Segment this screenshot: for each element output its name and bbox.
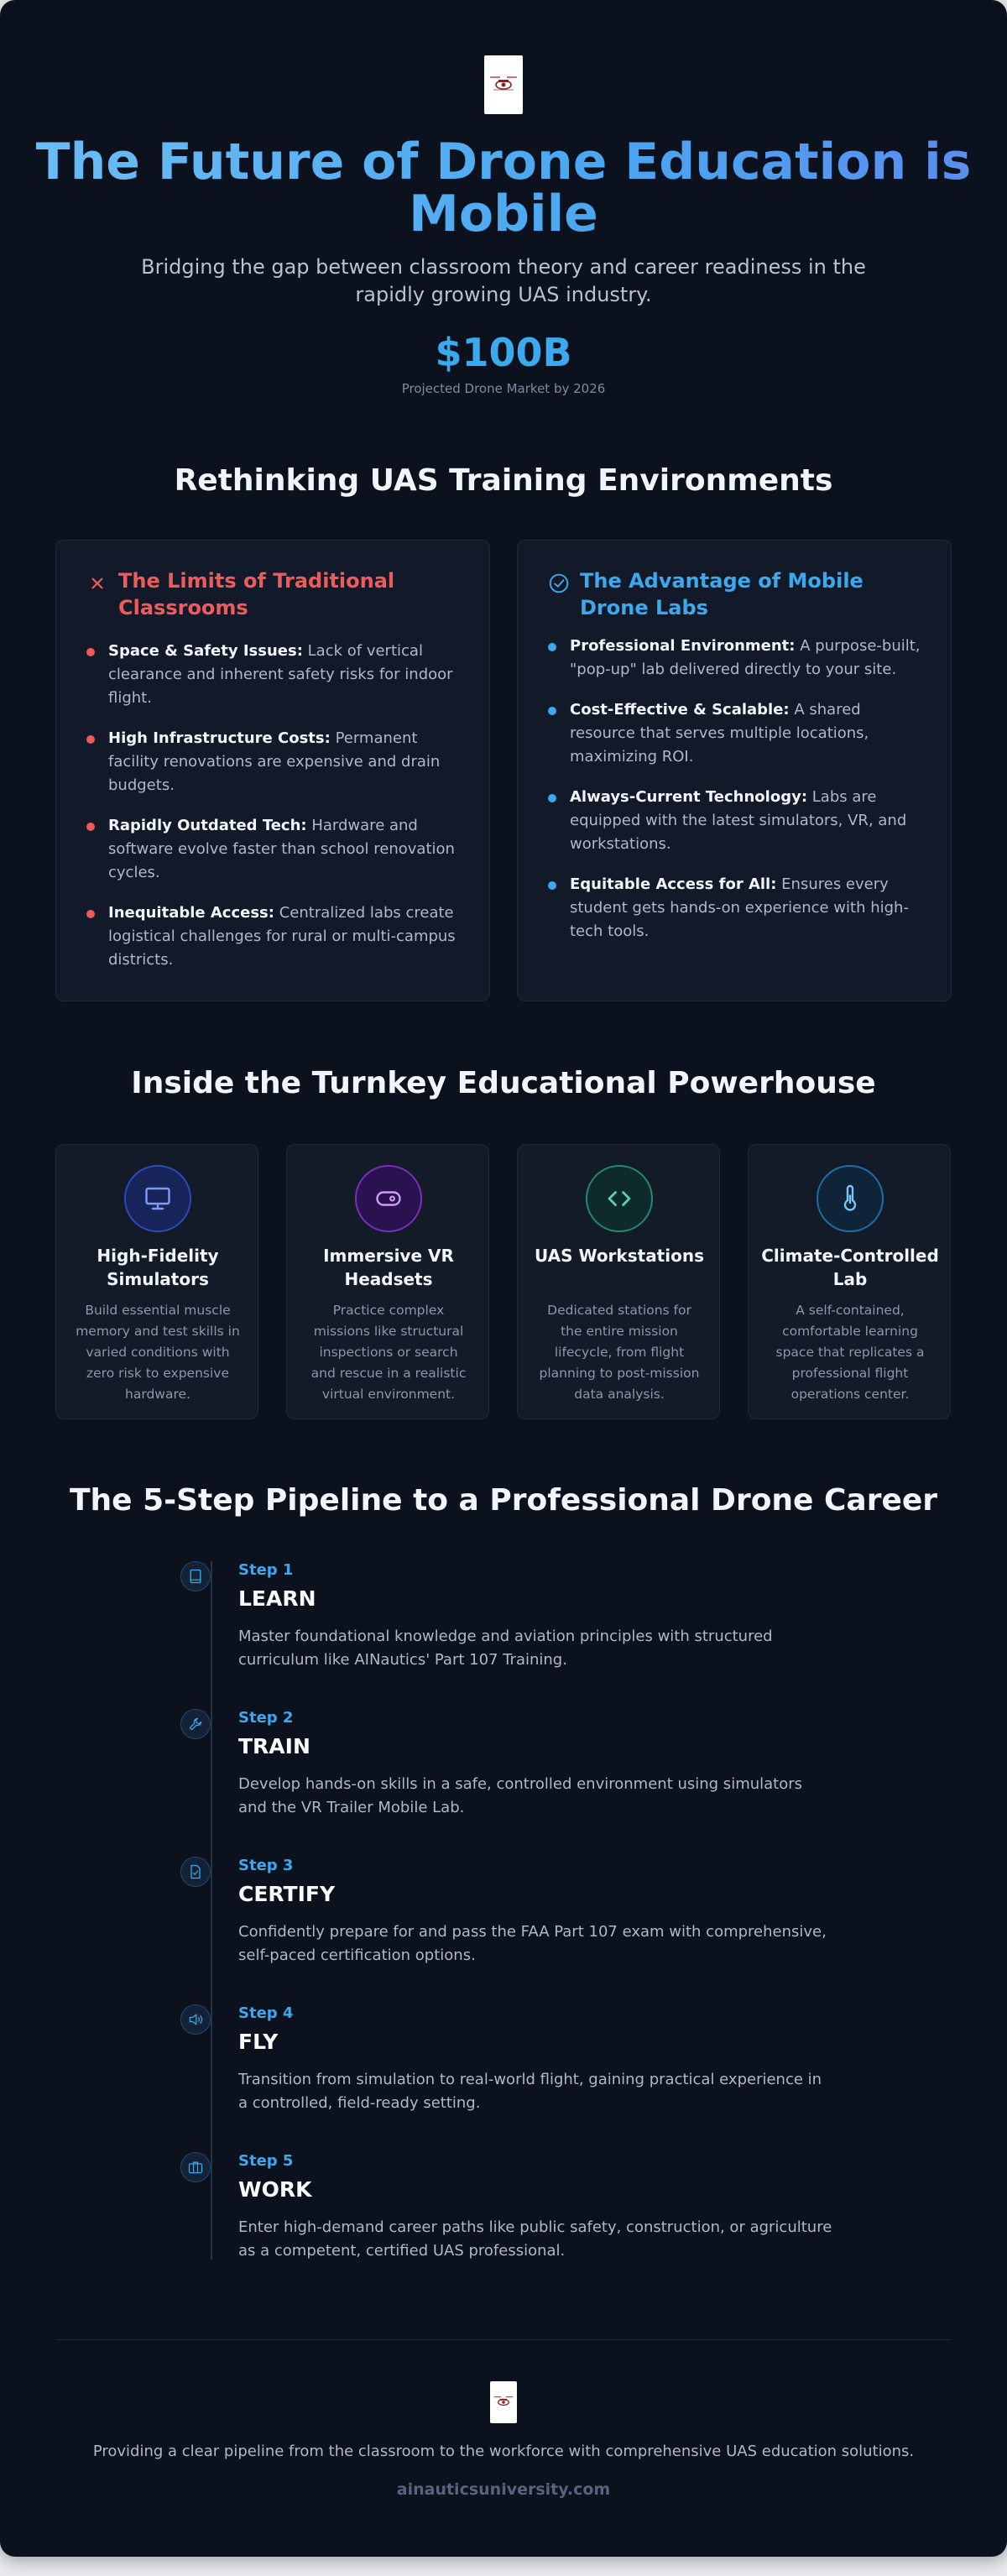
traditional-limits-list <box>86 640 464 989</box>
page-subtitle: Bridging the gap between classroom theory and career readiness in the rapidly growing UAS industry. <box>141 255 866 306</box>
footer-logo <box>490 2381 517 2423</box>
step-name: LEARN <box>238 1586 316 1611</box>
list-item: Professional Environment: A purpose-built, "pop-up" lab delivered directly to your site. <box>548 635 926 682</box>
list-item: Rapidly Outdated Tech: Hardware and software evolve faster than school renovation cycles. <box>86 814 464 885</box>
feature-title: UAS Workstations <box>535 1246 704 1266</box>
thermometer-icon <box>817 1165 884 1232</box>
feature-desc: Practice complex missions like structural inspections or search and rescue in a realistic virtual environment. <box>310 1303 467 1402</box>
wrench-icon <box>180 1709 211 1739</box>
step-name: TRAIN <box>238 1734 310 1758</box>
list-item: Always-Current Technology: Labs are equipped with the latest simulators, VR, and workstations. <box>548 786 926 856</box>
pipeline-step-fly <box>180 2004 852 2139</box>
list-item: High Infrastructure Costs: Permanent facility renovations are expensive and drain budgets. <box>86 727 464 797</box>
drone-logo-icon <box>492 2393 515 2411</box>
close-x-icon <box>86 572 108 594</box>
feature-title: Climate-Controlled Lab <box>761 1246 939 1289</box>
vr-headset-icon <box>355 1165 422 1232</box>
footer-tagline: Providing a clear pipeline from the classroom to the workforce with comprehensive UAS education solutions. <box>92 2443 915 2460</box>
step-name: FLY <box>238 2030 279 2054</box>
feature-card-simulators <box>55 1144 258 1419</box>
feature-card-workstations <box>517 1144 720 1419</box>
pipeline-step-learn <box>180 1561 852 1696</box>
page-title: The Future of Drone Education is Mobile <box>34 136 973 240</box>
list-item: Equitable Access for All: Ensures every student gets hands-on experience with high-tech tools. <box>548 873 926 943</box>
step-name: WORK <box>238 2177 312 2202</box>
step-number: Step 5 <box>238 2152 294 2170</box>
step-name: CERTIFY <box>238 1882 336 1906</box>
features-section-title: Inside the Turnkey Educational Powerhouse <box>131 1066 876 1100</box>
traditional-classrooms-card <box>55 540 490 1001</box>
step-desc: Confidently prepare for and pass the FAA Part 107 exam with comprehensive, self-paced certification options. <box>238 1923 827 1964</box>
footer-divider <box>55 2339 952 2340</box>
pipeline-step-train <box>180 1709 852 1843</box>
step-desc: Develop hands-on skills in a safe, controlled environment using simulators and the VR Trailer Mobile Lab. <box>238 1775 803 1816</box>
mobile-drone-labs-card <box>517 540 952 1001</box>
list-item: Cost-Effective & Scalable: A shared resource that serves multiple locations, maximizing ROI. <box>548 698 926 769</box>
brand-logo <box>484 55 523 114</box>
market-stat-value: $100B <box>435 330 572 375</box>
document-check-icon <box>180 1857 211 1887</box>
list-item: Inequitable Access: Centralized labs create logistical challenges for rural or multi-campus districts. <box>86 901 464 972</box>
step-number: Step 2 <box>238 1709 294 1727</box>
pipeline-step-work <box>180 2152 852 2286</box>
step-number: Step 1 <box>238 1561 294 1579</box>
feature-card-climate-lab <box>748 1144 951 1419</box>
drone-logo-icon <box>487 72 520 97</box>
mobile-advantages-list <box>548 635 926 960</box>
feature-desc: A self-contained, comfortable learning space that replicates a professional flight operations center. <box>775 1303 925 1402</box>
website-link[interactable]: ainauticsuniversity.com <box>396 2480 611 2499</box>
step-desc: Master foundational knowledge and aviation principles with structured curriculum like AINautics' Part 107 Training. <box>238 1628 773 1669</box>
market-stat-label: Projected Drone Market by 2026 <box>401 381 606 396</box>
monitor-icon <box>124 1165 191 1232</box>
step-number: Step 4 <box>238 2004 294 2022</box>
pipeline-section-title: The 5-Step Pipeline to a Professional Drone Career <box>69 1483 938 1518</box>
feature-title: Immersive VR Headsets <box>323 1246 454 1289</box>
step-desc: Enter high-demand career paths like public safety, construction, or agriculture as a competent, certified UAS professional. <box>238 2218 832 2260</box>
book-icon <box>180 1561 211 1591</box>
mobile-card-heading: The Advantage of Mobile Drone Labs <box>580 569 864 619</box>
step-desc: Transition from simulation to real-world flight, gaining practical experience in a controlled, field-ready setting. <box>238 2071 822 2112</box>
feature-desc: Build essential muscle memory and test skills in varied conditions with zero risk to expensive hardware. <box>76 1303 240 1402</box>
comparison-section-title: Rethinking UAS Training Environments <box>174 463 833 498</box>
check-circle-icon <box>548 572 570 594</box>
list-item: Space & Safety Issues: Lack of vertical clearance and inherent safety risks for indoor flight. <box>86 640 464 710</box>
feature-card-vr-headsets <box>286 1144 489 1419</box>
step-number: Step 3 <box>238 1857 294 1874</box>
feature-title: High-Fidelity Simulators <box>97 1246 219 1289</box>
traditional-card-heading: The Limits of Traditional Classrooms <box>118 569 395 619</box>
speaker-icon <box>180 2004 211 2035</box>
feature-desc: Dedicated stations for the entire mission lifecycle, from flight planning to post-mission data analysis. <box>539 1303 700 1402</box>
briefcase-icon <box>180 2152 211 2182</box>
pipeline-step-certify <box>180 1857 852 1991</box>
code-brackets-icon <box>586 1165 653 1232</box>
